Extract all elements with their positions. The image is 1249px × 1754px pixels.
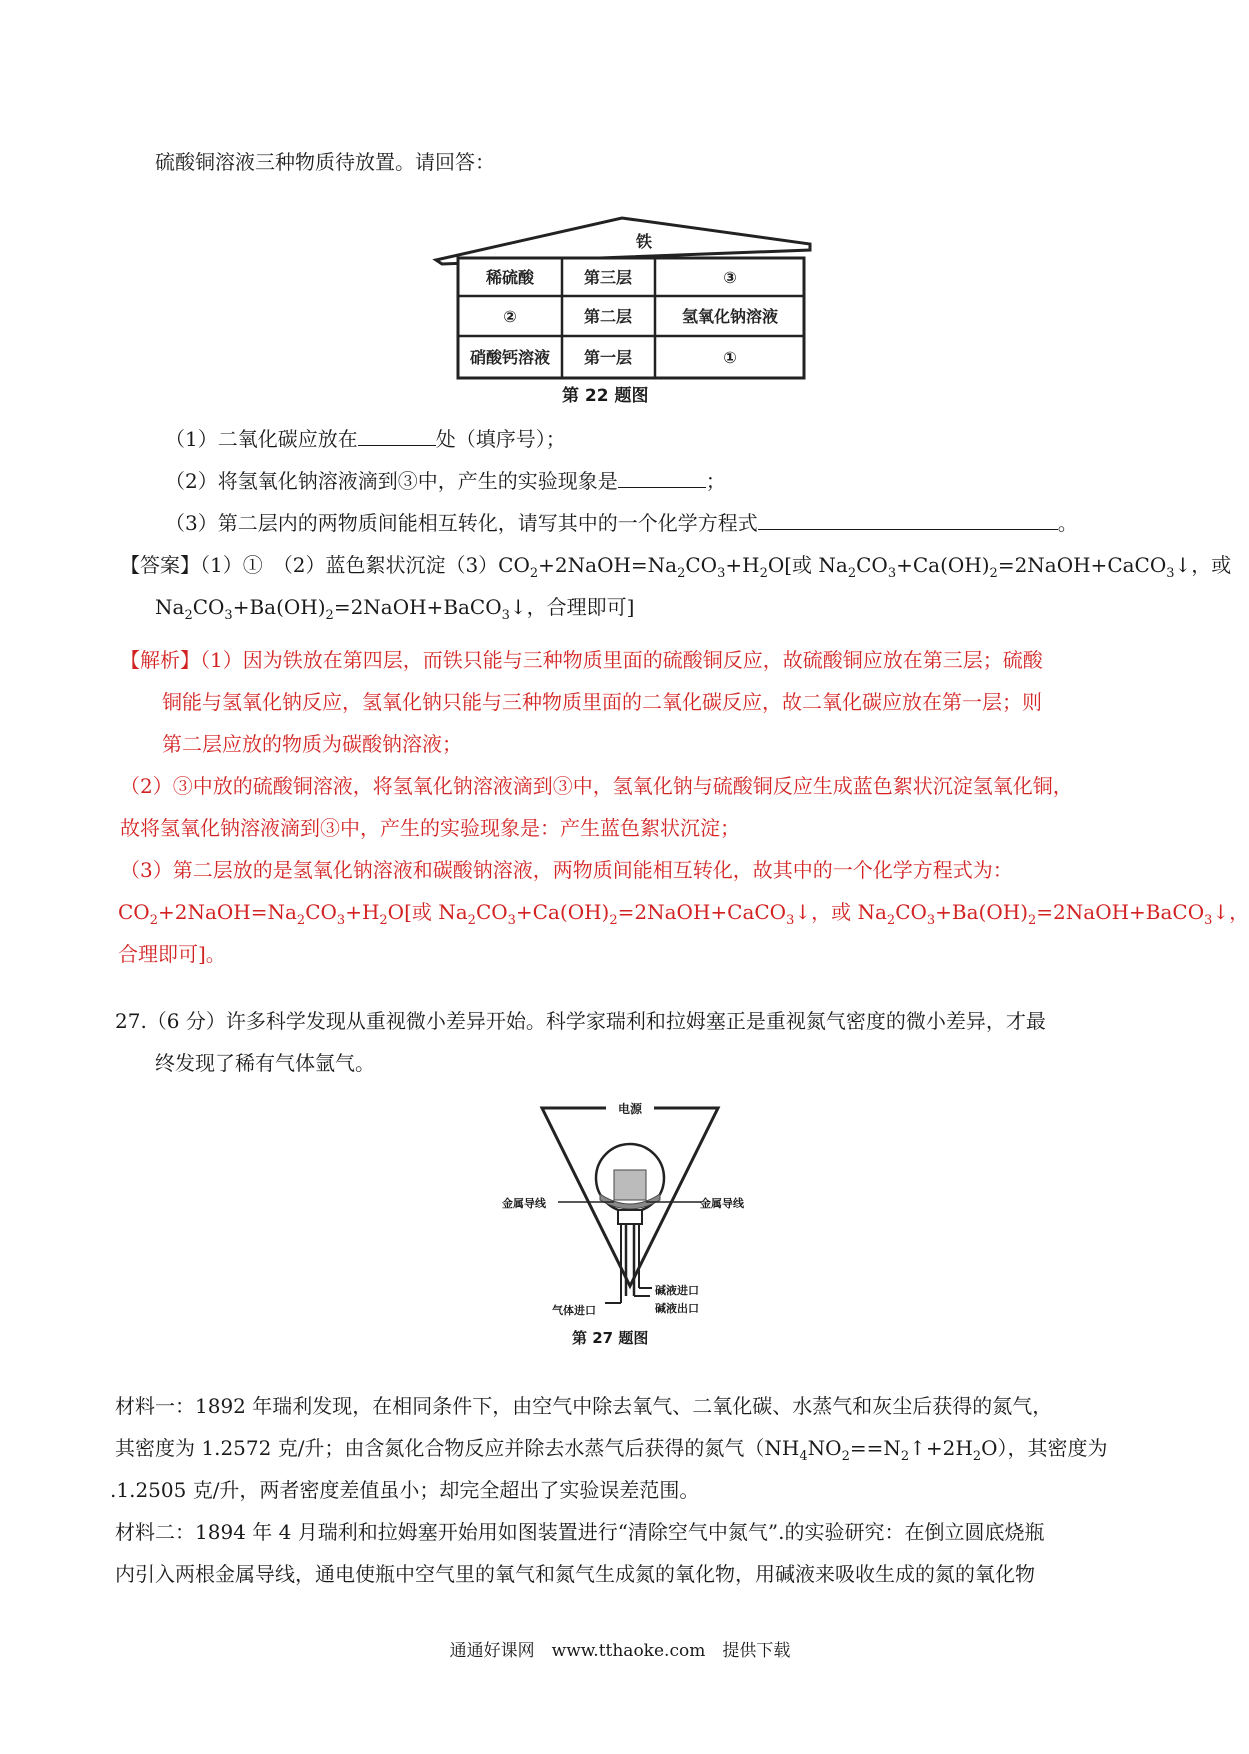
analysis-p1-l3: 第二层应放的物质为碳酸钠溶液； <box>162 732 462 756</box>
analysis-p3-l3: 合理即可]。 <box>118 942 226 966</box>
question-2: （2）将氢氧化钠溶液滴到③中，产生的实验现象是 ； <box>165 469 726 493</box>
figure-22-caption: 第 22 题图 <box>562 386 649 406</box>
material1-line-3: .1.2505 克/升，两者密度差值虽小；却完全超出了实验误差范围。 <box>110 1478 700 1502</box>
cell-r2c3: 氢氧化钠溶液 <box>681 307 779 326</box>
cell-r1c2: 第三层 <box>583 268 633 287</box>
figure-27-caption: 第 27 题图 <box>572 1329 649 1347</box>
fig27-alkali-in: 碱液进口 <box>655 1284 699 1297</box>
cell-r2c2: 第二层 <box>583 307 633 326</box>
answer-blank-2 <box>618 467 706 488</box>
analysis-p2-l1: （2）③中放的硫酸铜溶液，将氢氧化钠溶液滴到③中，氢氧化钠与硫酸铜反应生成蓝色絮状沉淀氢氧化铜， <box>120 774 1073 798</box>
material1-line-2: 其密度为 1.2572 克/升；由含氮化合物反应并除去水蒸气后获得的氮气$(NH_4NO_2==N_2↑+2H_2O)$，其密度为 <box>115 1436 1108 1464</box>
cell-r1c3: ③ <box>723 268 737 287</box>
analysis-p1-l2: 铜能与氢氧化钠反应，氢氧化钠只能与三种物质里面的二氧化碳反应，故二氧化碳应放在第一层；则 <box>162 690 1042 714</box>
answer-label: 【答案】 <box>120 553 200 577</box>
cell-r3c2: 第一层 <box>583 348 633 367</box>
figure-22 <box>430 212 815 402</box>
cell-r2c1: ② <box>503 307 517 326</box>
fig27-top-label: 电源 <box>617 1102 643 1116</box>
intro-line: 硫酸铜溶液三种物质待放置。请回答： <box>155 150 495 174</box>
analysis-label: 【解析】 <box>120 648 200 672</box>
analysis-p3-l2: $CO_2+2NaOH=Na_2CO_3+H_2O$[或 $Na_2CO_3+Ca(OH)_2=2NaOH+CaCO_3↓$，或 $Na_2CO_3+Ba(OH)_2=2NaOH+BaCO_3↓$， <box>118 900 1249 928</box>
fig27-gas-in: 气体进口 <box>552 1304 596 1317</box>
material2-line-1: 材料二：1894 年 4 月瑞利和拉姆塞开始用如图装置进行“清除空气中氮气”.的实验研究：在倒立圆底烧瓶 <box>115 1520 1045 1544</box>
material2-line-2: 内引入两根金属导线，通电使瓶中空气里的氧气和氮气生成氮的氧化物，用碱液来吸收生成的氮的氧化物 <box>115 1562 1035 1586</box>
q27-line-1: 27.（6 分）许多科学发现从重视微小差异开始。科学家瑞利和拉姆塞正是重视氮气密度的微小差异，才最 <box>115 1009 1046 1033</box>
material1-line-1: 材料一：1892 年瑞利发现，在相同条件下，由空气中除去氧气、二氧化碳、水蒸气和灰尘后获得的氮气， <box>115 1394 1053 1418</box>
analysis-p3-l1: （3）第二层放的是氢氧化钠溶液和碳酸钠溶液，两物质间能相互转化，故其中的一个化学方程式为： <box>120 858 1013 882</box>
roof-label: 铁 <box>636 232 653 251</box>
question-1: （1）二氧化碳应放在 处（填序号）； <box>165 427 566 451</box>
answer-line-2: $Na_2CO_3+Ba(OH)_2=2NaOH+BaCO_3↓$，合理即可] <box>155 595 635 623</box>
answer-blank-1 <box>358 425 436 446</box>
cell-r1c1: 稀硫酸 <box>485 268 535 287</box>
question-3: （3）第二层内的两物质间能相互转化，请写其中的一个化学方程式 。 <box>165 511 1078 535</box>
cell-r3c1: 硝酸钙溶液 <box>469 348 551 367</box>
q27-line-2: 终发现了稀有气体氩气。 <box>155 1051 375 1075</box>
footer: 通通好课网 www.tthaoke.com 提供下载 <box>449 1641 791 1661</box>
analysis-p1-l1: 【解析】（1）因为铁放在第四层，而铁只能与三种物质里面的硫酸铜反应，故硫酸铜应放在第三层；硫酸 <box>120 648 1043 672</box>
fig27-right-label: 金属导线 <box>700 1197 744 1210</box>
fig27-left-label: 金属导线 <box>502 1197 546 1210</box>
analysis-p2-l2: 故将氢氧化钠溶液滴到③中，产生的实验现象是：产生蓝色絮状沉淀； <box>120 816 740 840</box>
answer-line-1: 【答案】（1）① （2）蓝色絮状沉淀$(3)CO_2+2NaOH=Na_2CO_3+H_2O$[或 $Na_2CO_3+Ca(OH)_2=2NaOH+CaCO_3↓$，或 <box>120 553 1232 581</box>
fig27-alkali-out: 碱液出口 <box>655 1302 699 1315</box>
cell-r3c3: ① <box>723 348 737 367</box>
answer-blank-3 <box>758 509 1058 530</box>
